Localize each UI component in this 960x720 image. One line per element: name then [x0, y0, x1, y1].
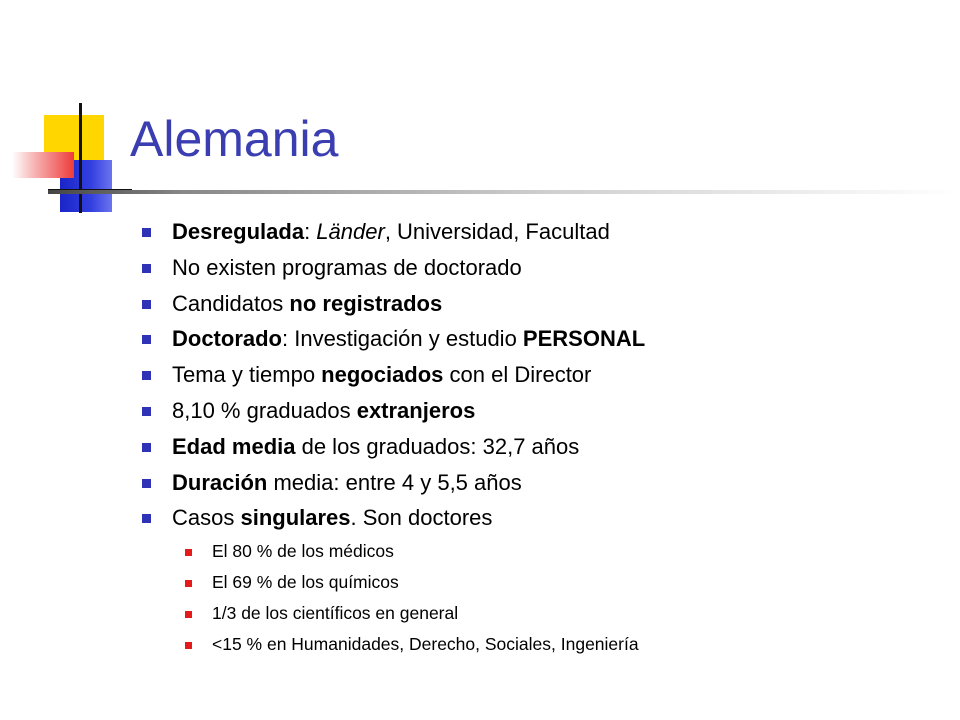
bullet-bold-text: Desregulada — [172, 219, 305, 244]
square-bullet-icon — [142, 443, 151, 452]
sub-bullet-item — [130, 567, 930, 598]
bullet-item-desregulada — [130, 214, 930, 250]
bullet-text: media: entre 4 y 5,5 años — [267, 469, 522, 495]
bullet-text: Casos — [172, 505, 241, 531]
bullet-text: de los graduados: 32,7 años — [295, 433, 580, 459]
bullet-bold-text: Duración — [172, 469, 268, 495]
bullet-bold-text: Edad media — [172, 433, 296, 459]
sub-bullet-text: El 69 % de los químicos — [212, 572, 399, 593]
bullet-bold-text: singulares — [240, 505, 351, 531]
bullet-text: : Investigación y estudio — [282, 326, 523, 352]
bullet-item-edad — [130, 429, 930, 465]
square-sub-bullet-icon — [185, 549, 192, 556]
slide-title: Alemania — [130, 111, 339, 167]
bullet-item-duracion — [130, 465, 930, 501]
sub-bullet-item — [130, 536, 930, 567]
square-bullet-icon — [142, 264, 151, 273]
square-bullet-icon — [142, 479, 151, 488]
bullet-text: No existen programas de doctorado — [172, 254, 522, 280]
bullet-text: Tema y tiempo — [172, 362, 322, 388]
square-sub-bullet-icon — [185, 611, 192, 618]
bullet-bold-text: extranjeros — [356, 397, 476, 423]
bullet-text: Candidatos — [172, 290, 290, 316]
square-bullet-icon — [142, 300, 151, 309]
title-underline-rule — [48, 190, 960, 194]
vertical-line-decoration — [79, 103, 82, 213]
bullet-bold-text: negociados — [321, 362, 444, 388]
bullet-item-tema — [130, 357, 930, 393]
square-bullet-icon — [142, 407, 151, 416]
sub-bullet-text: 1/3 de los científicos en general — [212, 603, 459, 624]
sub-bullet-text: El 80 % de los médicos — [212, 541, 394, 562]
square-sub-bullet-icon — [185, 642, 192, 649]
square-bullet-icon — [142, 335, 151, 344]
bullet-bold-text: no registrados — [289, 290, 443, 316]
sub-bullet-text: <15 % en Humanidades, Derecho, Sociales, Ingeniería — [212, 634, 639, 655]
bullet-bold-text: Doctorado — [172, 326, 282, 352]
bullet-bold-text: PERSONAL — [522, 326, 646, 352]
bullet-text: con el Director — [443, 362, 592, 388]
bullet-list — [130, 214, 930, 660]
bullet-text: , Universidad, Facultad — [384, 219, 610, 244]
bullet-item-programas — [130, 250, 930, 286]
decorative-logo — [0, 0, 140, 230]
square-bullet-icon — [142, 371, 151, 380]
bullet-item-casos — [130, 500, 930, 536]
bullet-text: . Son doctores — [350, 505, 493, 531]
bullet-italic-text: Länder — [316, 219, 385, 244]
bullet-item-candidatos — [130, 286, 930, 322]
square-sub-bullet-icon — [185, 580, 192, 587]
bullet-item-graduados — [130, 393, 930, 429]
bullet-item-doctorado — [130, 321, 930, 357]
sub-bullet-item — [130, 629, 930, 660]
sub-bullet-item — [130, 598, 930, 629]
red-bar-decoration — [12, 152, 74, 178]
bullet-text: : — [304, 219, 317, 244]
square-bullet-icon — [142, 514, 151, 523]
square-bullet-icon — [142, 228, 151, 237]
bullet-text: 8,10 % graduados — [172, 397, 357, 423]
